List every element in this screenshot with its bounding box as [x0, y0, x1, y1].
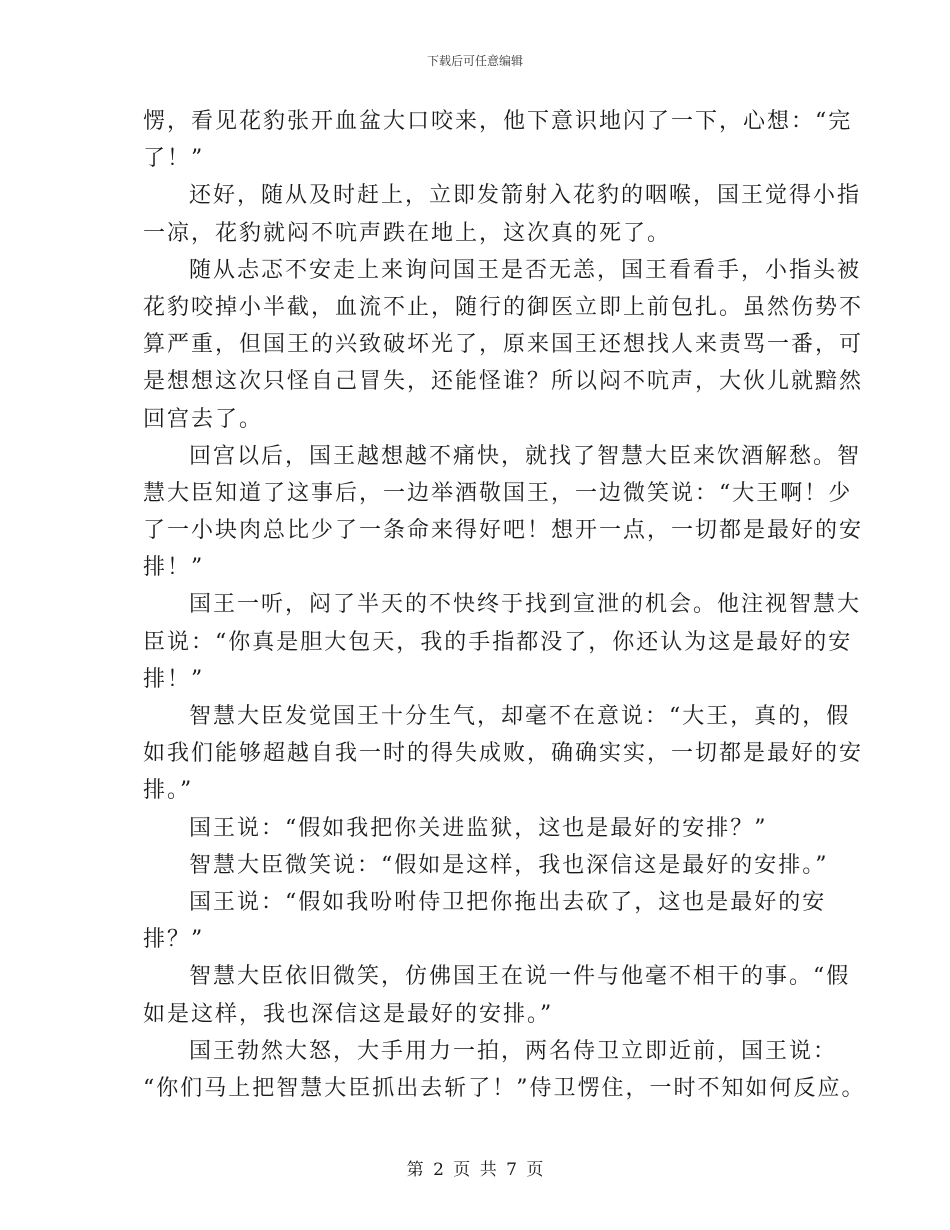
- text-line: 回宫去了。: [143, 406, 264, 432]
- text-line: 算严重，但国王的兴致破坏光了，原来国王还想找人来责骂一番，可: [143, 332, 864, 358]
- paragraph-start-line: 国王说：“假如我把你关进监狱，这也是最好的安排？”: [189, 815, 768, 841]
- paragraph-start-line: 国王说：“假如我吩咐侍卫把你拖出去砍了，这也是最好的安: [189, 889, 827, 915]
- paragraph-start-line: 智慧大臣发觉国王十分生气，却毫不在意说：“大王，真的，假: [189, 704, 851, 729]
- text-line: 排。”: [143, 778, 194, 804]
- page-header: 下载后可任意编辑: [426, 54, 523, 68]
- text-line: 如是这样，我也深信这是最好的安排。”: [143, 1001, 554, 1027]
- text-line: 花豹咬掉小半截，血流不止，随行的御医立即上前包扎。虽然伤势不: [143, 294, 864, 320]
- paragraph-start-line: 国王一听，闷了半天的不快终于找到宣泄的机会。他注视智慧大: [189, 592, 862, 618]
- paragraph-start-line: 智慧大臣微笑说：“假如是这样，我也深信这是最好的安排。”: [189, 852, 829, 878]
- text-line: 排！”: [143, 666, 205, 692]
- paragraph-start-line: 国王勃然大怒，大手用力一拍，两名侍卫立即近前，国王说：: [189, 1038, 838, 1064]
- text-line: 如我们能够超越自我一时的得失成败，确确实实，一切都是最好的安: [143, 741, 864, 767]
- paragraph-start-line: 随从忐忑不安走上来询问国王是否无恙，国王看看手，小指头被: [189, 257, 862, 283]
- paragraph-start-line: 还好，随从及时赶上，立即发箭射入花豹的咽喉，国王觉得小指: [189, 183, 862, 209]
- text-line: 排！”: [143, 555, 205, 581]
- story-body: [143, 103, 866, 1107]
- text-line: 是想想这次只怪自己冒失，还能怪谁？所以闷不吭声，大伙儿就黯然: [143, 369, 864, 395]
- paragraph-start-line: 回宫以后，国王越想越不痛快，就找了智慧大臣来饮酒解愁。智: [189, 443, 862, 469]
- text-line: 一凉，花豹就闷不吭声跌在地上，这次真的死了。: [143, 220, 672, 246]
- text-line: 臣说：“你真是胆大包天，我的手指都没了，你还认为这是最好的安: [143, 629, 853, 655]
- paragraph-start-line: 智慧大臣依旧微笑，仿佛国王在说一件与他毫不相干的事。“假: [189, 964, 851, 990]
- text-line: “你们马上把智慧大臣抓出去斩了！”侍卫愣住，一时不知如何反应。: [143, 1075, 866, 1101]
- text-line: 慧大臣知道了这事后，一边举酒敬国王，一边微笑说：“大王啊！少: [143, 480, 853, 506]
- text-line: 排？”: [143, 927, 205, 953]
- page-number-footer: 第 2 页 共 7 页: [406, 1160, 544, 1180]
- text-line: 了一小块肉总比少了一条命来得好吧！想开一点，一切都是最好的安: [143, 518, 864, 544]
- text-line: 了！”: [143, 146, 205, 172]
- text-line: 愣，看见花豹张开血盆大口咬来，他下意识地闪了一下，心想：“完: [143, 109, 853, 134]
